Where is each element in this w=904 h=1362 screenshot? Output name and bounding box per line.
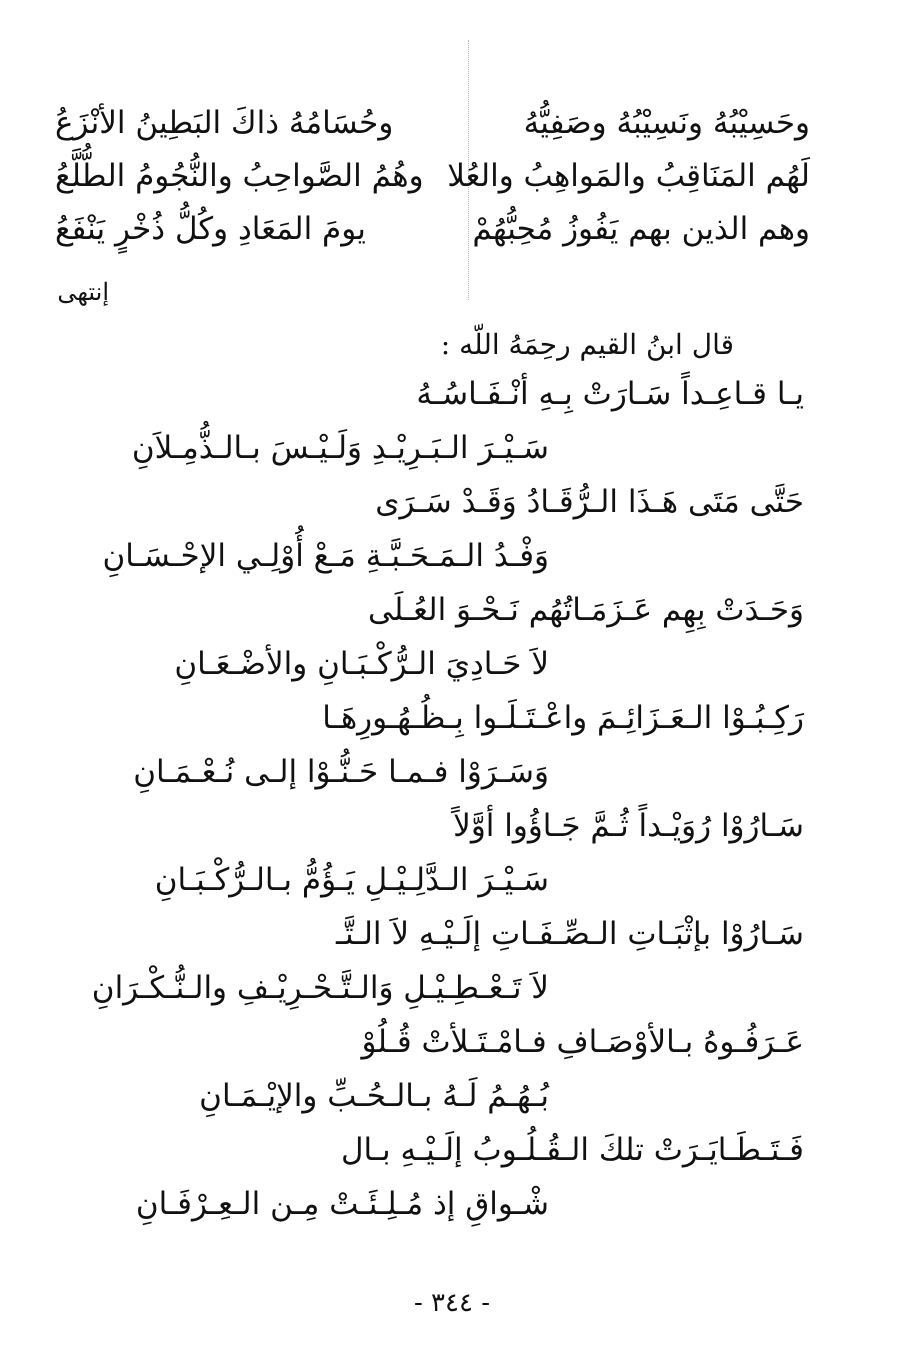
- verse-line: سَـيْـرَ الـبَـرِيْـدِ وَلَـيْـسَ بـالـذُّمِـلاَنِ: [131, 430, 549, 466]
- couplet-hemistich-first: وهم الذين بهم يَفُوزُ مُحِبُّهُمْ: [472, 211, 810, 247]
- couplet-1: [55, 101, 810, 149]
- couplet-hemistich-first: لَهُم المَنَاقِبُ والمَواهِبُ والعُلا: [447, 158, 810, 194]
- verse-line: فَـتَـطَـايَـرَتْ تلكَ الـقُـلُـوبُ إلَـيْـهِ بـال: [340, 1132, 804, 1168]
- end-note: إنتهى: [57, 278, 109, 306]
- verse-line: سَـارُوْا بإثْبَـاتِ الـصِّـفَـاتِ إلَـيْـهِ لاَ الـتَّـ: [335, 916, 804, 952]
- couplet-hemistich-first: وحَسِيْبُهُ ونَسِيْبُهُ وصَفِيُّهُ: [523, 105, 810, 141]
- couplet-3: [55, 207, 810, 255]
- intro-line: قال ابنُ القيم رحِمَهُ اللّه :: [440, 328, 734, 361]
- verse-line: بُـهُـمُ لَـهُ بـالـحُـبِّ والإيْـمَـانِ: [199, 1078, 549, 1114]
- page-number: - ٣٤٤ -: [413, 1288, 491, 1318]
- verse-line: رَكِـبُـوْا الـعَـزَائِـمَ واعْـتَـلَـوا بِـظُـهُـورِهَـا: [322, 700, 804, 736]
- verse-line: شْـواقِ إذ مُـلِـئَـتْ مِـن الـعِـرْفَـانِ: [135, 1186, 549, 1222]
- verse-line: حَتَّى مَتَى هَـذَا الـرُّقَـادُ وَقَـدْ سَـرَى: [375, 484, 804, 520]
- couplet-2: [55, 154, 810, 202]
- verse-line: سَـارُوْا رُوَيْـداً ثُـمَّ جَـاؤُوا أوَّلاً: [453, 808, 804, 844]
- verse-line: وَحَـدَتْ بِهِم عَـزَمَـاتُهُم نَـحْـوَ العُـلَى: [367, 592, 804, 628]
- verse-line: سَـيْـرَ الـدَّلِـيْـلِ يَـؤُمُّ بـالـرُّكْـبَـانِ: [154, 862, 549, 898]
- verse-line: وَفْـدُ الـمَـحَـبَّـةِ مَـعْ أُوْلِـي الإحْـسَـانِ: [102, 538, 549, 574]
- verse-line: يـا قـاعِـداً سَـارَتْ بِـهِ أنْـفَـاسُـهُ: [416, 376, 804, 412]
- verse-line: وَسَـرَوْا فـمـا حَـنُّـوْا إلـى نُـعْـمَـانِ: [133, 754, 549, 790]
- verse-line: لاَ تَـعْـطِـيْـلِ وَالـتَّـحْـرِيْـفِ والـنُّـكْـرَانِ: [91, 970, 549, 1006]
- verse-line: عَـرَفُـوهُ بـالأوْصَـافِ فـامْـتَـلأتْ قُـلُوْ: [361, 1024, 804, 1060]
- couplet-hemistich-second: وهُمُ الصَّواحِبُ والنُّجُومُ الطُّلَّعُ: [55, 158, 424, 194]
- couplet-hemistich-second: وحُسَامُهُ ذاكَ البَطِينُ الأنْزَعُ: [55, 105, 394, 141]
- couplet-hemistich-second: يومَ المَعَادِ وكُلُّ ذُخْرٍ يَنْفَعُ: [55, 211, 366, 247]
- verse-line: لاَ حَـادِيَ الـرُّكْـبَـانِ والأضْـعَـانِ: [174, 646, 549, 682]
